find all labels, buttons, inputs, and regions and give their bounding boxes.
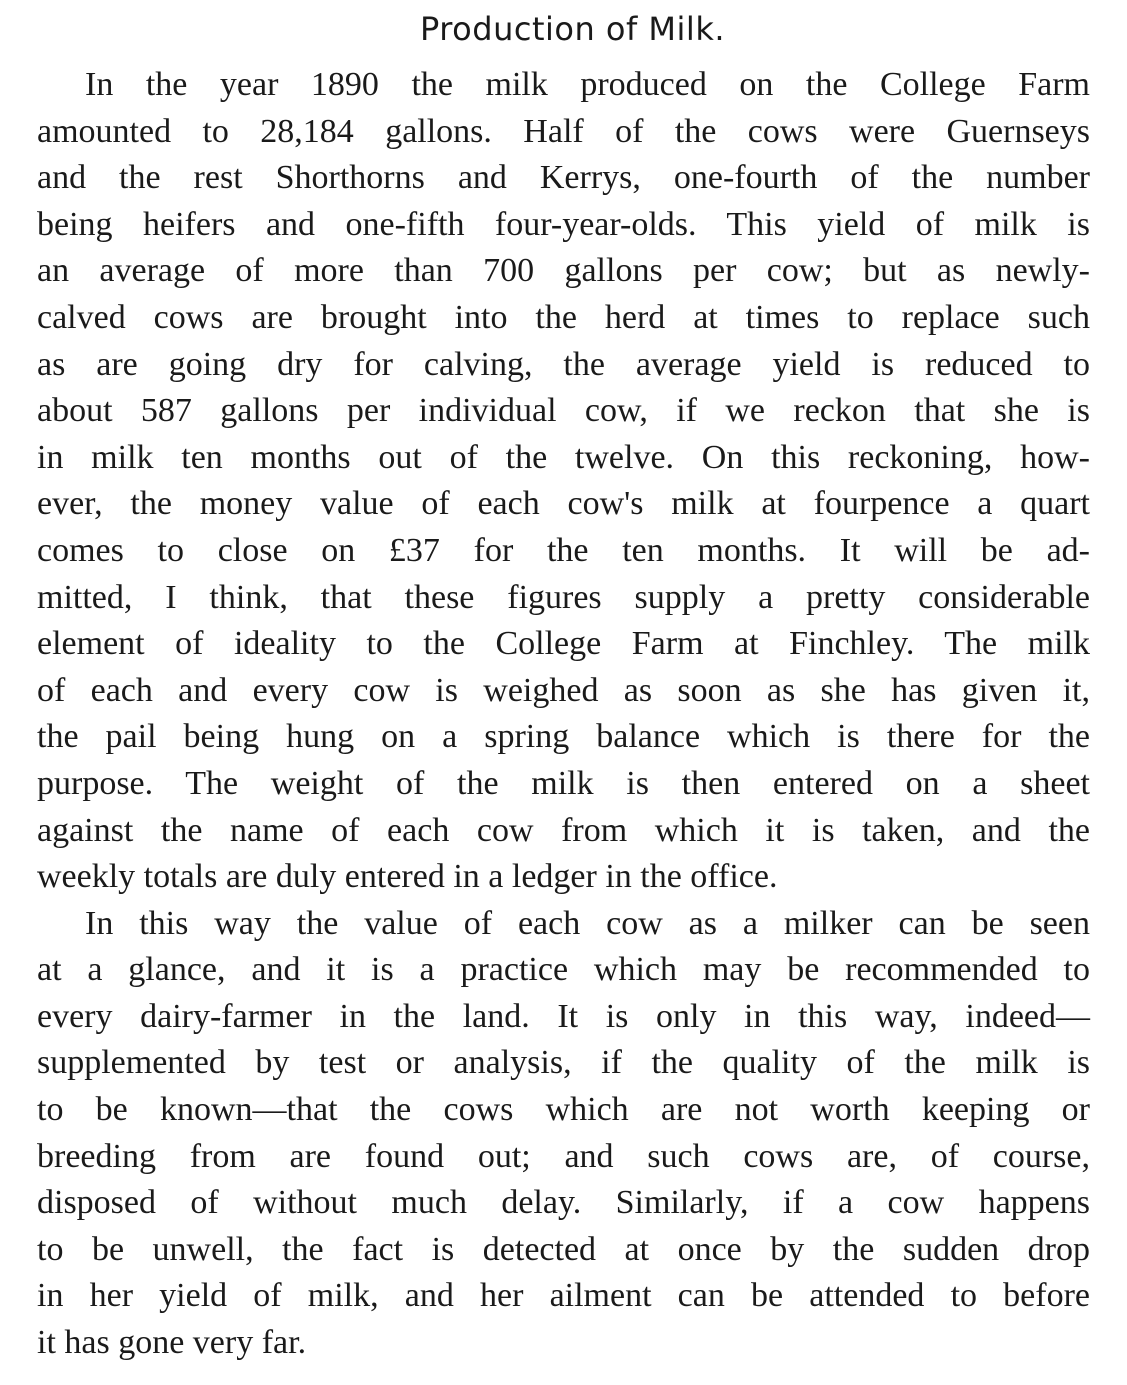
text-line: comes to close on £37 for the ten months. It will be ad-: [37, 531, 1090, 569]
text-line: calved cows are brought into the herd at times to replace such: [37, 298, 1090, 336]
text-line: in her yield of milk, and her ailment can be attended to before: [37, 1277, 1090, 1315]
text-line: of each and every cow is weighed as soon as she has given it,: [37, 671, 1090, 709]
text-line: as are going dry for calving, the average yield is reduced to: [37, 345, 1090, 383]
text-line: amounted to 28,184 gallons. Half of the cows were Guernseys: [37, 112, 1090, 150]
text-line: supplemented by test or analysis, if the quality of the milk is: [37, 1044, 1090, 1082]
text-line: the pail being hung on a spring balance which is there for the: [37, 718, 1090, 756]
text-line: every dairy-farmer in the land. It is only in this way, indeed—: [37, 997, 1090, 1035]
text-line: weekly totals are duly entered in a ledger in the office.: [37, 858, 778, 896]
page-title: Production of Milk.: [419, 10, 726, 48]
text-line: about 587 gallons per individual cow, if we reckon that she is: [37, 392, 1090, 430]
text-line: disposed of without much delay. Similarly, if a cow happens: [37, 1184, 1090, 1222]
text-line: mitted, I think, that these figures supply a pretty considerable: [37, 578, 1090, 616]
text-line: to be unwell, the fact is detected at once by the sudden drop: [37, 1230, 1090, 1268]
text-line: In the year 1890 the milk produced on the College Farm: [85, 66, 1090, 103]
text-line: purpose. The weight of the milk is then entered on a sheet: [37, 764, 1090, 802]
text-line: In this way the value of each cow as a milker can be seen: [85, 904, 1090, 942]
text-line: it has gone very far.: [37, 1324, 307, 1362]
body-text: [37, 62, 1090, 1367]
paragraph: [37, 901, 1090, 1367]
text-line: and the rest Shorthorns and Kerrys, one-fourth of the number: [37, 159, 1090, 197]
text-line: in milk ten months out of the twelve. On this reckoning, how-: [37, 438, 1090, 476]
text-line: at a glance, and it is a practice which may be recommended to: [37, 951, 1090, 989]
text-line: element of ideality to the College Farm at Finchley. The milk: [37, 625, 1090, 663]
text-line: against the name of each cow from which it is taken, and the: [37, 811, 1090, 849]
text-line: ever, the money value of each cow's milk at fourpence a quart: [37, 485, 1090, 523]
text-line: breeding from are found out; and such cows are, of course,: [37, 1137, 1090, 1175]
text-line: being heifers and one-fifth four-year-olds. This yield of milk is: [37, 205, 1090, 243]
paragraph: [37, 62, 1090, 901]
text-line: to be known—that the cows which are not worth keeping or: [37, 1091, 1090, 1129]
text-line: an average of more than 700 gallons per cow; but as newly-: [37, 252, 1090, 290]
